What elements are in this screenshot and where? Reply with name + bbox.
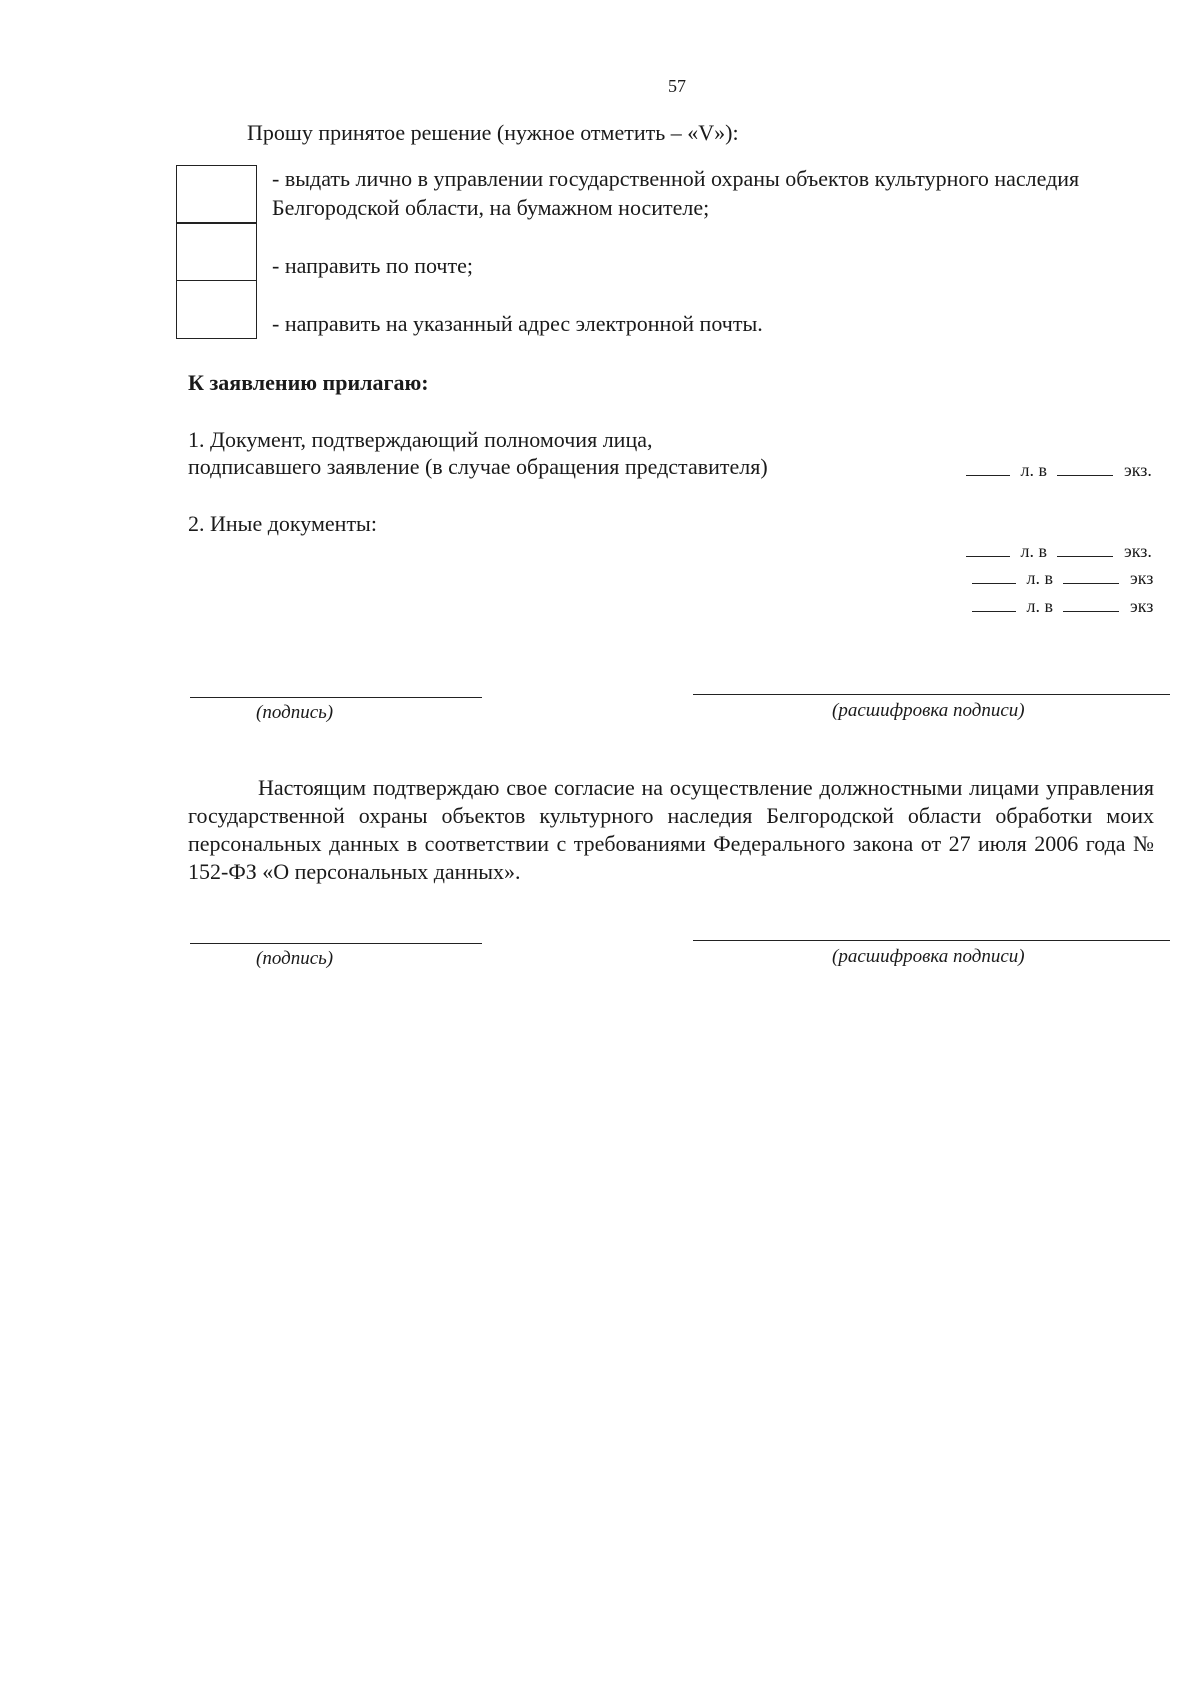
decoding-line-1[interactable] — [693, 694, 1170, 695]
copies-blank[interactable] — [1063, 565, 1119, 584]
copies-blank[interactable] — [1057, 538, 1113, 557]
sheets-label: л. в — [1020, 541, 1047, 561]
consent-paragraph — [188, 774, 1154, 886]
sheets-blank[interactable] — [966, 538, 1010, 557]
copies-label: экз — [1129, 596, 1154, 616]
signature-line-2[interactable] — [190, 943, 482, 944]
sheets-blank[interactable] — [972, 565, 1016, 584]
copies-label: экз. — [1123, 460, 1152, 480]
checkbox-in-person[interactable] — [176, 165, 257, 224]
sheets-copies-row-2 — [966, 538, 1152, 562]
decoding-caption-1: (расшифровка подписи) — [832, 700, 1025, 721]
copies-label: экз — [1129, 568, 1154, 588]
option-in-person-line1: - выдать лично в управлении государственной охраны объектов культурного наследия — [272, 166, 1080, 191]
attachment-1-line2: подписавшего заявление (в случае обращения представителя) — [188, 454, 768, 479]
decoding-line-2[interactable] — [693, 940, 1170, 941]
copies-blank[interactable] — [1063, 593, 1119, 612]
checkbox-by-email[interactable] — [176, 280, 257, 339]
sheets-copies-row-1 — [966, 457, 1152, 481]
checkbox-by-mail[interactable] — [176, 222, 257, 281]
signature-caption-1: (подпись) — [256, 702, 334, 723]
sheets-blank[interactable] — [972, 593, 1016, 612]
sheets-label: л. в — [1026, 596, 1053, 616]
signature-caption-2: (подпись) — [256, 948, 334, 969]
sheets-copies-row-4 — [972, 593, 1153, 617]
attachment-2: 2. Иные документы: — [188, 511, 377, 536]
option-by-mail: - направить по почте; — [272, 253, 473, 278]
option-in-person-line2: Белгородской области, на бумажном носителе; — [272, 195, 710, 220]
consent-text: Настоящим подтверждаю свое согласие на осуществление должностными лицами управления государственной охраны объектов культурного наследия Белгородской области обработки моих персональных данных в соответствии с требованиями Федерального закона от 27 июля 2006 года № 152-ФЗ «О персональных данных». — [188, 775, 1154, 884]
request-heading: Прошу принятое решение (нужное отметить – «V»): — [247, 120, 739, 145]
sheets-blank[interactable] — [966, 457, 1010, 476]
sheets-label: л. в — [1020, 460, 1047, 480]
signature-line-1[interactable] — [190, 697, 482, 698]
sheets-label: л. в — [1026, 568, 1053, 588]
attachments-heading: К заявлению прилагаю: — [188, 370, 429, 395]
sheets-copies-row-3 — [972, 565, 1153, 589]
option-by-email: - направить на указанный адрес электронной почты. — [272, 311, 763, 336]
page-number: 57 — [668, 76, 686, 96]
decoding-caption-2: (расшифровка подписи) — [832, 946, 1025, 967]
copies-blank[interactable] — [1057, 457, 1113, 476]
attachment-1-line1: 1. Документ, подтверждающий полномочия лица, — [188, 427, 653, 452]
copies-label: экз. — [1123, 541, 1152, 561]
